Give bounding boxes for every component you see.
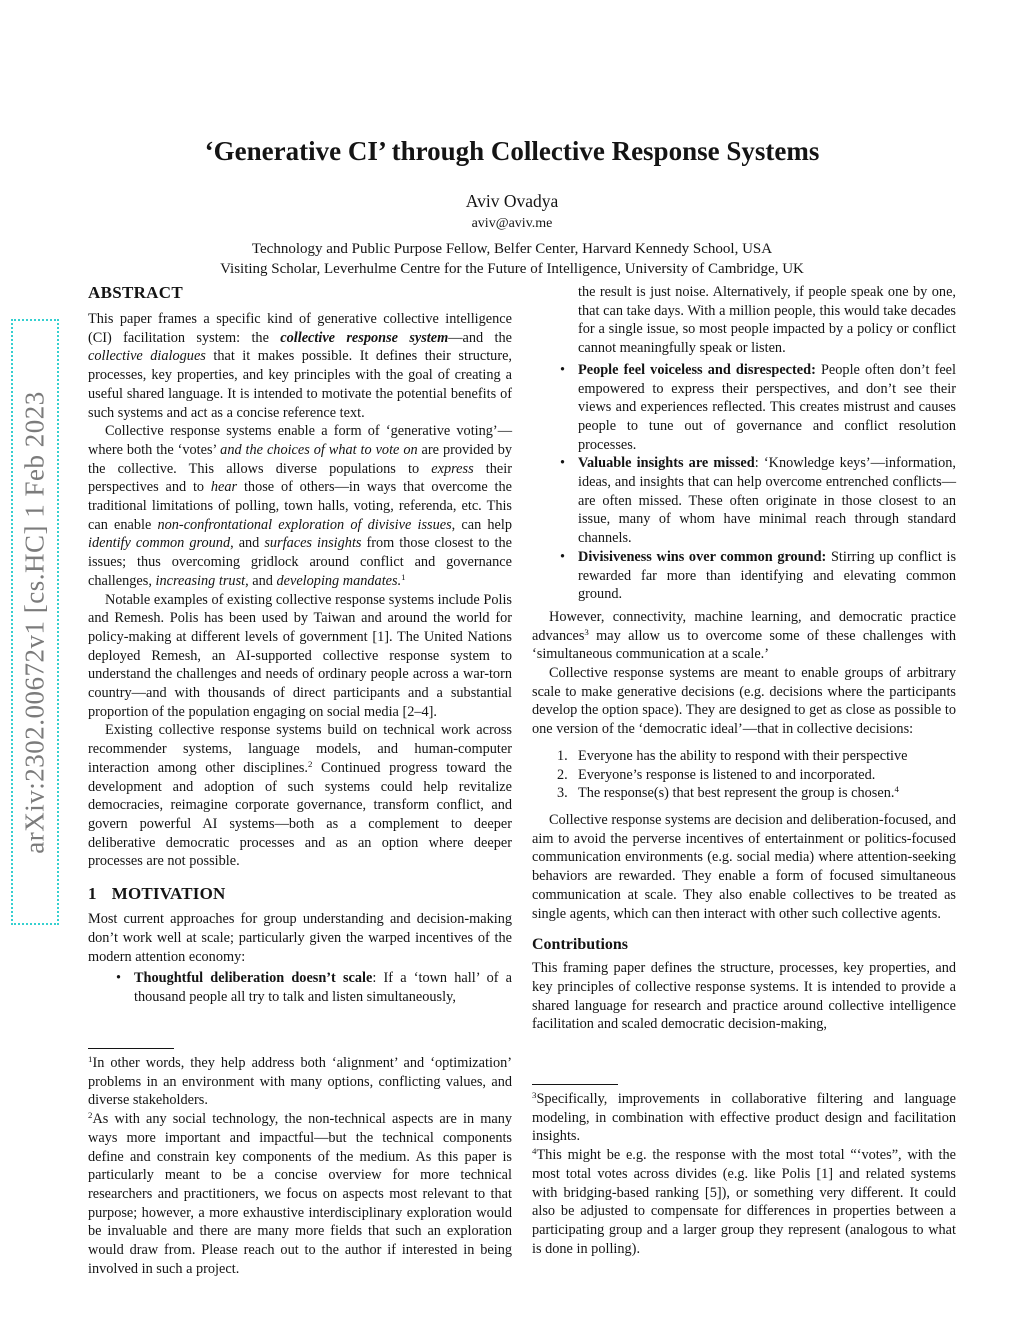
section-label: MOTIVATION — [111, 884, 226, 904]
author-email: aviv@aviv.me — [471, 216, 553, 231]
author-affiliation: Technology and Public Purpose Fellow, Belfer Center, Harvard Kennedy School, USA — [251, 241, 773, 257]
bullet-item: • People feel voiceless and disrespected: People often don’t feel empowered to express their perspectives, and don’t see their views and experiences reflected. This creates mistrust and causes people to tune out of governance and conflict resolution processes. — [532, 361, 956, 455]
numbered-item: The response(s) that best represent the group is chosen.$^4$ — [578, 784, 899, 802]
right-column — [532, 283, 956, 1034]
section-number: 1 — [88, 884, 97, 904]
body-paragraph: Collective response systems are decision and deliberation-focused, and aim to avoid the perverse incentives of entertainment or politics-focused communication environments (e.g. social media) where attention-seeking behaviors are rewarded. They enable a form of focused simultaneous communication at scale. They also enable collectives to be treated as single agents, which can then interact with other such collective agents. — [532, 811, 956, 922]
left-column — [88, 283, 512, 1007]
bullet-item: • Thoughtful deliberation doesn’t scale: If a ‘town hall’ of a thousand people all try to talk and listen simultaneously, — [88, 969, 512, 1006]
motivation-bullet-list — [88, 969, 512, 1006]
author-name: Aviv Ovadya — [465, 191, 559, 211]
abstract-paragraph: Notable examples of existing collective response systems include Polis and Remesh. Polis has been used by Taiwan and around the world for policy-making at different levels of government [1]. The United Nations deployed Remesh, an AI-supported collective response system to understand the challenges and needs of ordinary people across a war-torn country—and with thousands of direct participants and a substantial proportion of the population engaging on social media [2–4]. — [88, 591, 512, 720]
author-affiliation: Visiting Scholar, Leverhulme Centre for the Future of Intelligence, University of Cambridge, UK — [220, 261, 804, 277]
arxiv-watermark-text: arXiv:2302.00672v1 [cs.HC] 1 Feb 2023 — [19, 390, 50, 854]
abstract-paragraph: Collective response systems enable a form of ‘generative voting’—where both the ‘votes’ and the choices of what to vote on are provided by the collective. This allows diverse populations to express their perspectives and to hear those of others—in ways that overcome the traditional limitations of polling, town halls, voting, referenda, etc. This can enable non-confrontational exploration of divisive issues, can help identify common ground, and surfaces insights from those closest to the issues; thus overcoming gridlock around conflict and governance challenges, increasing trust, and developing mandates.$^1$ — [88, 423, 512, 589]
abstract-heading: ABSTRACT — [88, 283, 183, 302]
paper-title: ‘Generative CI’ through Collective Response Systems — [204, 136, 820, 166]
arxiv-watermark — [11, 319, 59, 925]
footnote: $^3$Specifically, improvements in collaborative filtering and language modeling, in combination with effective product design and facilitation insights. — [532, 1090, 956, 1145]
body-paragraph: This framing paper defines the structure, processes, key properties, and key principles of collective response systems. It is intended to provide a shared language for research and practice around collective intelligence facilitation and scaled democratic decision-making, — [532, 960, 956, 1033]
contributions-heading: Contributions — [532, 936, 629, 954]
bullet-item: • Divisiveness wins over common ground: Stirring up conflict is rewarded far more than identifying and elevating common ground. — [532, 548, 956, 604]
motivation-heading — [88, 884, 512, 904]
footnote: $^1$In other words, they help address both ‘alignment’ and ‘optimization’ problems in an environment with many options, conflicting values, and diverse stakeholders. — [88, 1054, 512, 1109]
motivation-bullet-list — [532, 361, 956, 604]
numbered-item: Everyone’s response is listened to and incorporated. — [578, 766, 876, 783]
abstract-paragraph: Existing collective response systems build on technical work across recommender systems, language models, and human-computer interaction among other disciplines.$^2$ Continued progress toward the development and adoption of such systems could help revitalize democracies, reimagine corporate governance, transform conflict, and govern powerful AI systems—both as a complement to deeper deliberative democratic processes and as an option where deeper processes are not possible. — [88, 722, 512, 870]
right-footnotes — [532, 1084, 956, 1258]
motivation-intro: Most current approaches for group understanding and decision-making don’t work well at scale; particularly given the warped incentives of the modern attention economy: — [88, 911, 512, 965]
democratic-ideal-list — [532, 747, 956, 803]
bullet-continuation: the result is just noise. Alternatively, if people speak one by one, that can take days. With a million people, this would take decades for a single issue, so most people impacted by a policy or conflict cannot meaningfully speak or listen. — [578, 284, 956, 357]
abstract-paragraph: This paper frames a specific kind of generative collective intelligence (CI) facilitation system: the collective response system—and the collective dialogues that it makes possible. It defines their structure, processes, key properties, and key principles with the goal of creating a useful shared language. It is intended to motivate the potential benefits of such systems and act as a concise reference text. — [88, 311, 512, 421]
paper-header — [0, 136, 1024, 279]
body-paragraph: However, connectivity, machine learning, and democratic practice advances$^3$ may allow us to overcome some of these challenges with ‘simultaneous communication at a scale.’ — [532, 608, 956, 663]
left-footnotes — [88, 1048, 512, 1278]
body-paragraph: Collective response systems are meant to enable groups of arbitrary scale to make generative decisions (e.g. decisions where the participants develop the option space). They are designed to get as close as possible to one version of the ‘democratic ideal’—that in collective decisions: — [532, 665, 956, 738]
footnote-separator — [88, 1048, 174, 1049]
bullet-item: • Valuable insights are missed: ‘Knowledge keys’—information, ideas, and insights that can help overcome entrenched conflicts—are often missed. These often originate in those closest to an issue, many of whom have minimal reach through standard channels. — [532, 454, 956, 548]
footnote: $^4$This might be e.g. the response with the most total “‘votes”, with the most total votes across divides (e.g. like Polis [1] and related systems with bridging-based ranking [5]), or something very different. It could also be adjusted to compensate for differences in properties between a participating group and a larger group they represent (analogous to what is done in polling). — [532, 1146, 956, 1257]
footnote: $^2$As with any social technology, the non-technical aspects are in many ways more important and impactful—but the technical components define and constrain key components of the medium. As this paper is particularly meant to be a concise overview for more technical researchers and practitioners, we focus on aspects most relevant to that purpose; however, a more exhaustive interdisciplinary exploration would be invaluable and there are many more fields that such an exploration would draw from. Please reach out to the author if interested in being involved in such a project. — [88, 1110, 512, 1277]
numbered-item: Everyone has the ability to respond with their perspective — [578, 747, 908, 764]
footnote-separator — [532, 1084, 618, 1085]
